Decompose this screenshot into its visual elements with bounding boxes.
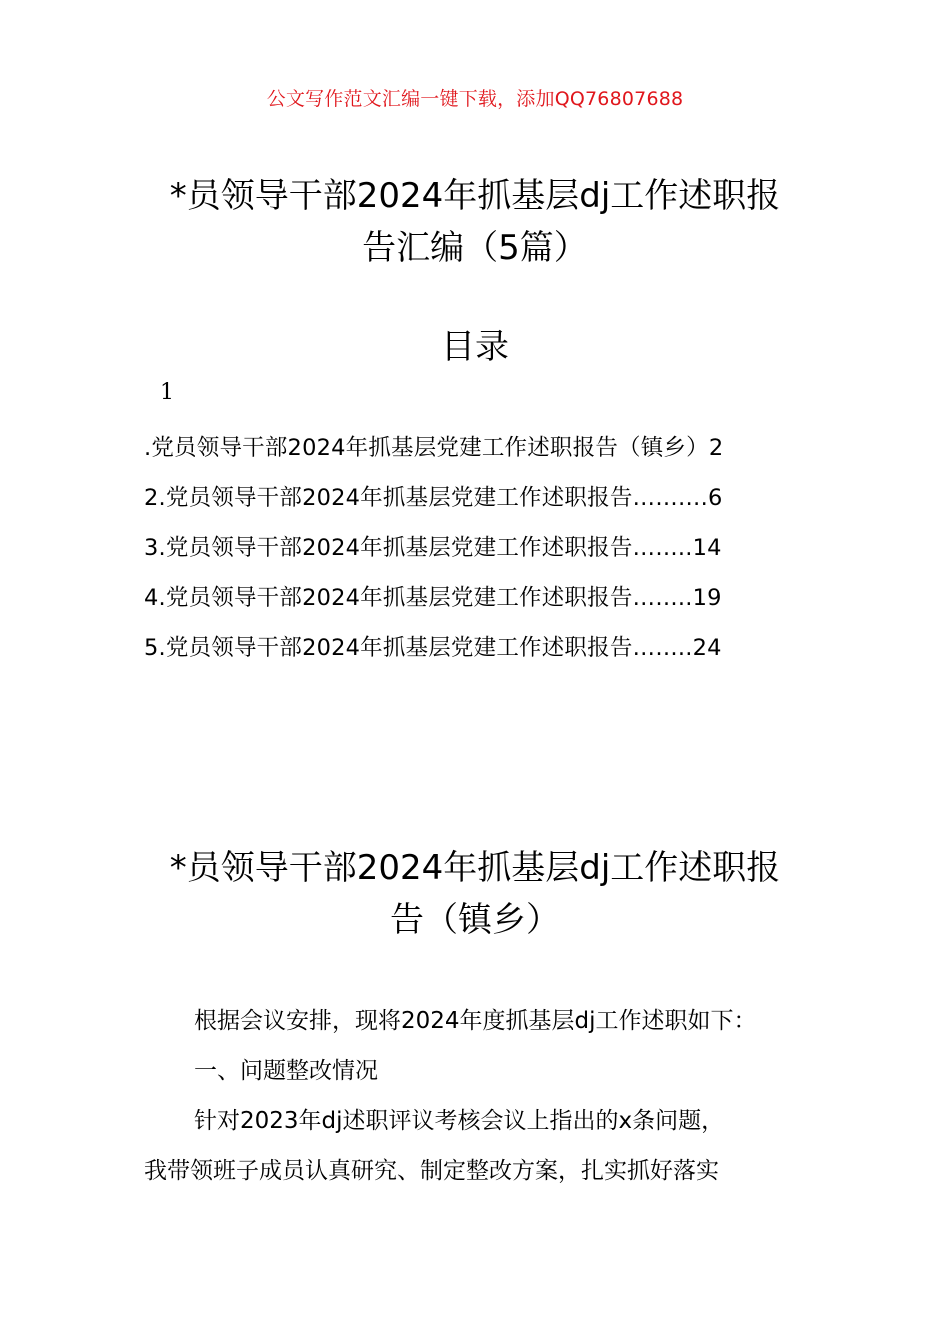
toc-item-3[interactable]: 3.党员领导干部2024年抓基层党建工作述职报告……..14	[144, 535, 722, 561]
article-title	[140, 842, 810, 946]
article-title-line-2: 告（镇乡）	[390, 900, 560, 940]
toc-item-4[interactable]: 4.党员领导干部2024年抓基层党建工作述职报告……..19	[144, 585, 722, 611]
document-title-line-1: *员领导干部2024年抓基层dj工作述职报	[169, 176, 781, 216]
article-body	[144, 996, 824, 1196]
toc-heading: 目录	[441, 327, 509, 367]
table-of-contents	[144, 423, 814, 673]
download-banner: 公文写作范文汇编一键下载，添加QQ76807688	[266, 88, 684, 110]
body-paragraph-intro: 根据会议安排，现将2024年度抓基层dj工作述职如下：	[194, 1008, 757, 1034]
toc-item-2[interactable]: 2.党员领导干部2024年抓基层党建工作述职报告……….6	[144, 485, 723, 511]
toc-item-5[interactable]: 5.党员领导干部2024年抓基层党建工作述职报告……..24	[144, 635, 722, 661]
body-paragraph-continued: 我带领班子成员认真研究、制定整改方案，扎实抓好落实	[144, 1158, 719, 1184]
toc-item-1[interactable]: .党员领导干部2024年抓基层党建工作述职报告（镇乡）2	[144, 435, 724, 461]
toc-first-number: 1	[160, 380, 174, 405]
section-heading: 一、问题整改情况	[194, 1058, 378, 1084]
document-title-line-2: 告汇编（5篇）	[362, 228, 588, 268]
document-title	[140, 170, 810, 274]
body-paragraph: 针对2023年dj述职评议考核会议上指出的x条问题，	[194, 1108, 725, 1134]
article-title-line-1: *员领导干部2024年抓基层dj工作述职报	[169, 848, 781, 888]
